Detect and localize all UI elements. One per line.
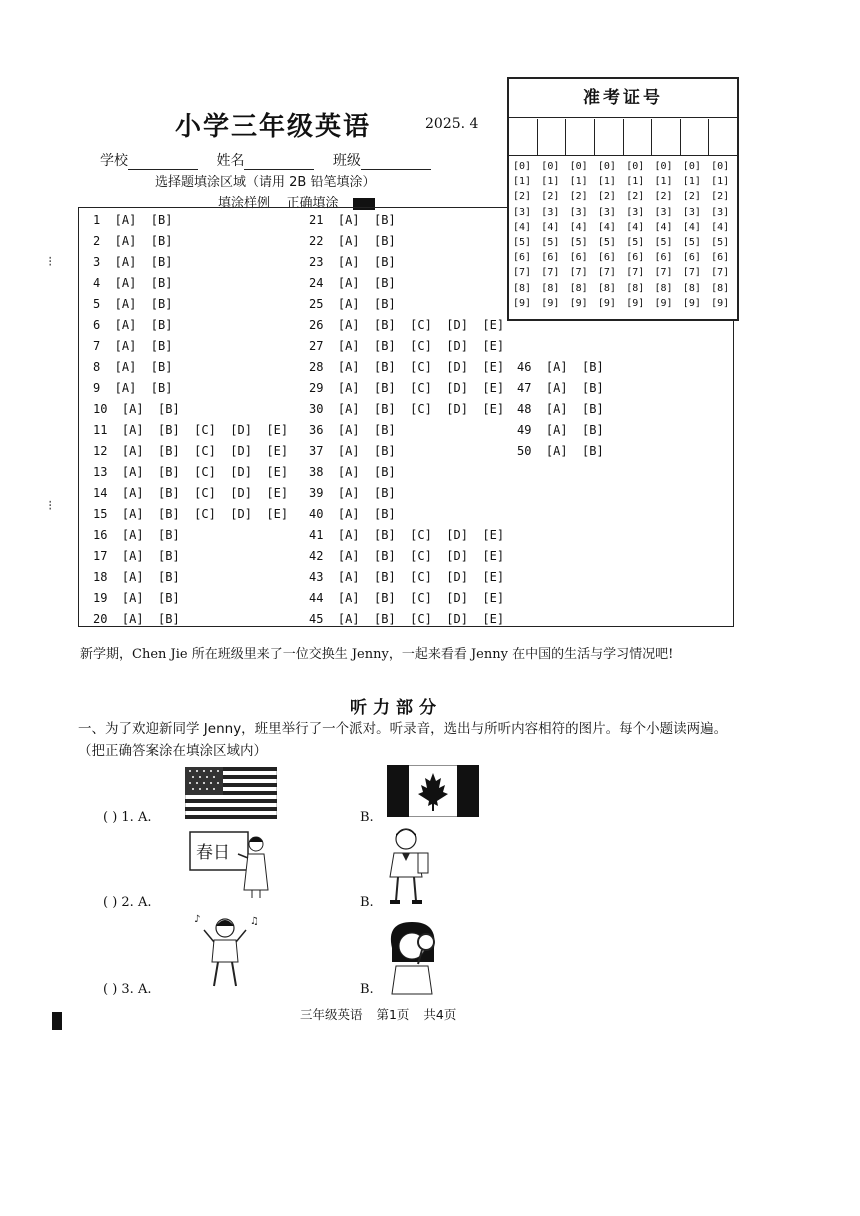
answer-row[interactable]: 1 [A] [B]: [93, 213, 173, 227]
digit-bubble[interactable]: [5]: [682, 237, 701, 249]
digit-bubble[interactable]: [1]: [597, 176, 616, 188]
answer-row[interactable]: 24 [A] [B]: [309, 276, 396, 290]
answer-row[interactable]: 19 [A] [B]: [93, 591, 180, 605]
question-1-label: ( ) 1. A.: [103, 810, 152, 825]
digit-bubble[interactable]: [1]: [541, 176, 560, 188]
digit-bubble[interactable]: [3]: [682, 206, 701, 218]
digit-bubble[interactable]: [3]: [654, 206, 673, 218]
digit-bubble[interactable]: [1]: [513, 176, 532, 188]
class-field[interactable]: [361, 155, 431, 170]
digit-bubble[interactable]: [7]: [626, 267, 645, 279]
section-title: 听力部分: [350, 698, 442, 718]
digit-bubble[interactable]: [1]: [626, 176, 645, 188]
digit-bubble[interactable]: [6]: [569, 252, 588, 264]
digit-bubble[interactable]: [6]: [682, 252, 701, 264]
digit-bubble[interactable]: [3]: [597, 206, 616, 218]
digit-bubble[interactable]: [7]: [711, 267, 730, 279]
digit-bubble[interactable]: [8]: [513, 282, 532, 294]
answer-row[interactable]: 41 [A] [B] [C] [D] [E]: [309, 528, 505, 542]
exam-id-digit-column[interactable]: [513, 159, 531, 311]
digit-bubble[interactable]: [3]: [569, 206, 588, 218]
digit-bubble[interactable]: [2]: [711, 191, 730, 203]
digit-bubble[interactable]: [8]: [682, 282, 701, 294]
digit-bubble[interactable]: [3]: [711, 206, 730, 218]
exam-id-digit-column[interactable]: [655, 159, 673, 311]
digit-bubble[interactable]: [5]: [654, 237, 673, 249]
digit-bubble[interactable]: [0]: [711, 161, 730, 172]
student-info-line: [100, 150, 445, 170]
answer-row[interactable]: 4 [A] [B]: [93, 276, 173, 290]
scan-position-mark: [52, 1012, 62, 1030]
scan-edge-mark: ⁝: [48, 254, 53, 270]
answer-row[interactable]: 21 [A] [B]: [309, 213, 396, 227]
answer-row[interactable]: 44 [A] [B] [C] [D] [E]: [309, 591, 505, 605]
page-title: 小学三年级英语: [175, 112, 372, 142]
exam-id-digit-column[interactable]: [570, 159, 588, 311]
digit-bubble[interactable]: [0]: [541, 161, 560, 172]
digit-bubble[interactable]: [4]: [513, 221, 532, 233]
boy-student-image: [378, 825, 438, 911]
digit-bubble[interactable]: [9]: [513, 297, 532, 309]
answer-row[interactable]: 10 [A] [B]: [93, 402, 180, 416]
answer-row[interactable]: 7 [A] [B]: [93, 339, 173, 353]
page-footer: 三年级英语 第1页 共4页: [300, 1007, 457, 1022]
digit-bubble[interactable]: [0]: [513, 161, 532, 172]
answer-row[interactable]: 50 [A] [B]: [517, 444, 604, 458]
digit-bubble[interactable]: [5]: [541, 237, 560, 249]
digit-bubble[interactable]: [5]: [711, 237, 730, 249]
answer-row[interactable]: 30 [A] [B] [C] [D] [E]: [309, 402, 505, 416]
digit-bubble[interactable]: [9]: [569, 297, 588, 309]
digit-bubble[interactable]: [4]: [569, 221, 588, 233]
usa-flag-image: [185, 767, 277, 823]
answer-row[interactable]: 23 [A] [B]: [309, 255, 396, 269]
name-label: 姓名: [216, 153, 245, 169]
digit-bubble[interactable]: [0]: [654, 161, 673, 172]
digit-bubble[interactable]: [1]: [569, 176, 588, 188]
exam-id-box: [507, 77, 739, 321]
digit-bubble[interactable]: [2]: [682, 191, 701, 203]
answer-row[interactable]: 16 [A] [B]: [93, 528, 180, 542]
answer-row[interactable]: 2 [A] [B]: [93, 234, 173, 248]
exam-id-digit-column[interactable]: [598, 159, 616, 311]
answer-row[interactable]: 45 [A] [B] [C] [D] [E]: [309, 612, 505, 626]
answer-row[interactable]: 48 [A] [B]: [517, 402, 604, 416]
exam-date: 2025. 4: [425, 116, 479, 132]
digit-bubble[interactable]: [6]: [597, 252, 616, 264]
digit-bubble[interactable]: [1]: [654, 176, 673, 188]
digit-bubble[interactable]: [8]: [541, 282, 560, 294]
question-1-option-b: B.: [360, 810, 374, 825]
digit-bubble[interactable]: [4]: [541, 221, 560, 233]
digit-bubble[interactable]: [4]: [654, 221, 673, 233]
answer-row[interactable]: 14 [A] [B] [C] [D] [E]: [93, 486, 289, 500]
answer-row[interactable]: 38 [A] [B]: [309, 465, 396, 479]
digit-bubble[interactable]: [6]: [711, 252, 730, 264]
digit-bubble[interactable]: [8]: [654, 282, 673, 294]
exam-id-title: 准考证号: [509, 79, 737, 118]
exam-id-write-cells[interactable]: [509, 119, 737, 156]
exam-id-digit-column[interactable]: [541, 159, 559, 311]
digit-bubble[interactable]: [0]: [682, 161, 701, 172]
digit-bubble[interactable]: [3]: [513, 206, 532, 218]
digit-bubble[interactable]: [4]: [711, 221, 730, 233]
task-1-instructions: 一、为了欢迎新同学 Jenny，班里举行了一个派对。听录音，选出与所听内容相符的图片。每个小题读两遍。（把正确答案涂在填涂区域内）: [78, 721, 728, 759]
digit-bubble[interactable]: [6]: [513, 252, 532, 264]
digit-bubble[interactable]: [4]: [626, 221, 645, 233]
class-label: 班级: [332, 153, 361, 169]
exam-id-digit-column[interactable]: [626, 159, 644, 311]
scan-edge-mark: ⁝: [48, 498, 53, 514]
digit-bubble[interactable]: [6]: [654, 252, 673, 264]
answer-row[interactable]: 11 [A] [B] [C] [D] [E]: [93, 423, 289, 437]
fill-area-label: 选择题填涂区域（请用 2B 铅笔填涂）: [155, 175, 376, 190]
answer-row[interactable]: 8 [A] [B]: [93, 360, 173, 374]
digit-bubble[interactable]: [7]: [513, 267, 532, 279]
digit-bubble[interactable]: [3]: [541, 206, 560, 218]
answer-row[interactable]: 12 [A] [B] [C] [D] [E]: [93, 444, 289, 458]
girl-listening-image: [192, 910, 262, 996]
exam-id-digit-column[interactable]: [711, 159, 729, 311]
digit-bubble[interactable]: [6]: [626, 252, 645, 264]
digit-bubble[interactable]: [2]: [597, 191, 616, 203]
digit-bubble[interactable]: [0]: [626, 161, 645, 172]
answer-row[interactable]: 36 [A] [B]: [309, 423, 396, 437]
digit-bubble[interactable]: [9]: [541, 297, 560, 309]
answer-row[interactable]: 15 [A] [B] [C] [D] [E]: [93, 507, 289, 521]
digit-bubble[interactable]: [0]: [569, 161, 588, 172]
correct-label: 正确填涂: [286, 196, 339, 211]
digit-bubble[interactable]: [8]: [626, 282, 645, 294]
digit-bubble[interactable]: [2]: [513, 191, 532, 203]
answer-row[interactable]: 26 [A] [B] [C] [D] [E]: [309, 318, 505, 332]
question-3-option-b: B.: [360, 982, 374, 997]
digit-bubble[interactable]: [5]: [626, 237, 645, 249]
digit-bubble[interactable]: [8]: [597, 282, 616, 294]
digit-bubble[interactable]: [3]: [626, 206, 645, 218]
answer-row[interactable]: 42 [A] [B] [C] [D] [E]: [309, 549, 505, 563]
answer-row[interactable]: 9 [A] [B]: [93, 381, 173, 395]
sample-label: 填涂样例: [218, 196, 271, 211]
digit-bubble[interactable]: [5]: [569, 237, 588, 249]
digit-bubble[interactable]: [1]: [711, 176, 730, 188]
canada-flag-image: [387, 765, 479, 821]
digit-bubble[interactable]: [5]: [597, 237, 616, 249]
answer-row[interactable]: 40 [A] [B]: [309, 507, 396, 521]
digit-bubble[interactable]: [4]: [597, 221, 616, 233]
name-field[interactable]: [244, 155, 314, 170]
school-field[interactable]: [128, 155, 198, 170]
answer-row[interactable]: 17 [A] [B]: [93, 549, 180, 563]
digit-bubble[interactable]: [4]: [682, 221, 701, 233]
digit-bubble[interactable]: [1]: [682, 176, 701, 188]
digit-bubble[interactable]: [5]: [513, 237, 532, 249]
digit-bubble[interactable]: [2]: [654, 191, 673, 203]
svg-text:♫: ♫: [250, 916, 259, 927]
answer-row[interactable]: 22 [A] [B]: [309, 234, 396, 248]
digit-bubble[interactable]: [8]: [569, 282, 588, 294]
answer-row[interactable]: 46 [A] [B]: [517, 360, 604, 374]
question-3-label: ( ) 3. A.: [103, 982, 152, 997]
answer-row[interactable]: 28 [A] [B] [C] [D] [E]: [309, 360, 505, 374]
intro-paragraph: 新学期，Chen Jie 所在班级里来了一位交换生 Jenny，一起来看看 Jenny 在中国的生活与学习情况吧!: [80, 647, 674, 662]
teacher-board-image: [188, 830, 278, 904]
digit-bubble[interactable]: [7]: [682, 267, 701, 279]
digit-bubble[interactable]: [7]: [654, 267, 673, 279]
girl-magnifier-image: [382, 918, 446, 1000]
answer-row[interactable]: 27 [A] [B] [C] [D] [E]: [309, 339, 505, 353]
answer-row[interactable]: 37 [A] [B]: [309, 444, 396, 458]
answer-row[interactable]: 25 [A] [B]: [309, 297, 396, 311]
answer-row[interactable]: 47 [A] [B]: [517, 381, 604, 395]
answer-row[interactable]: 39 [A] [B]: [309, 486, 396, 500]
digit-bubble[interactable]: [9]: [711, 297, 730, 309]
digit-bubble[interactable]: [7]: [569, 267, 588, 279]
answer-row[interactable]: 6 [A] [B]: [93, 318, 173, 332]
digit-bubble[interactable]: [8]: [711, 282, 730, 294]
answer-row[interactable]: 20 [A] [B]: [93, 612, 180, 626]
answer-row[interactable]: 3 [A] [B]: [93, 255, 173, 269]
digit-bubble[interactable]: [6]: [541, 252, 560, 264]
digit-bubble[interactable]: [7]: [597, 267, 616, 279]
digit-bubble[interactable]: [9]: [626, 297, 645, 309]
digit-bubble[interactable]: [7]: [541, 267, 560, 279]
digit-bubble[interactable]: [0]: [597, 161, 616, 172]
digit-bubble[interactable]: [2]: [569, 191, 588, 203]
svg-text:♪: ♪: [194, 914, 201, 925]
answer-row[interactable]: 43 [A] [B] [C] [D] [E]: [309, 570, 505, 584]
digit-bubble[interactable]: [9]: [682, 297, 701, 309]
poster-text: 春日: [196, 843, 230, 863]
digit-bubble[interactable]: [2]: [541, 191, 560, 203]
exam-id-digit-column[interactable]: [683, 159, 701, 311]
school-label: 学校: [100, 153, 128, 169]
question-2-option-b: B.: [360, 895, 374, 910]
digit-bubble[interactable]: [2]: [626, 191, 645, 203]
answer-row[interactable]: 13 [A] [B] [C] [D] [E]: [93, 465, 289, 479]
digit-bubble[interactable]: [9]: [654, 297, 673, 309]
answer-row[interactable]: 49 [A] [B]: [517, 423, 604, 437]
answer-row[interactable]: 18 [A] [B]: [93, 570, 180, 584]
answer-row[interactable]: 5 [A] [B]: [93, 297, 173, 311]
digit-bubble[interactable]: [9]: [597, 297, 616, 309]
answer-row[interactable]: 29 [A] [B] [C] [D] [E]: [309, 381, 505, 395]
question-2-label: ( ) 2. A.: [103, 895, 152, 910]
